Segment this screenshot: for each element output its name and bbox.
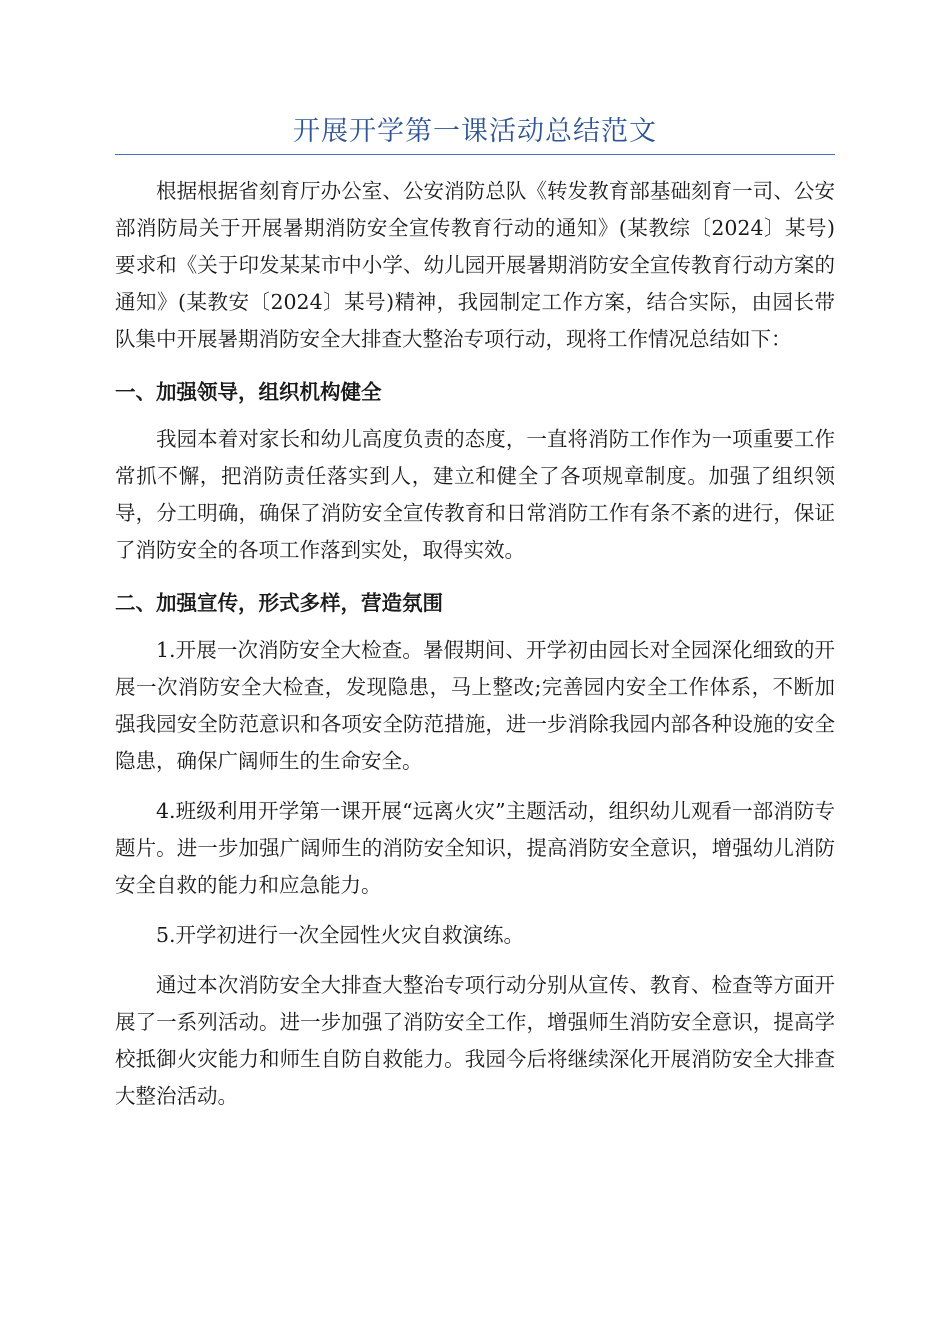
- section-2-item-1: 1.开展一次消防安全大检查。暑假期间、开学初由园长对全园深化细致的开展一次消防安全大检查，发现隐患，马上整改;完善园内安全工作体系，不断加强我园安全防范意识和各项安全防范措施，进一步消除我园内部各种设施的安全隐患，确保广阔师生的生命安全。: [115, 638, 835, 773]
- section-1-paragraph: 我园本着对家长和幼儿高度负责的态度，一直将消防工作作为一项重要工作常抓不懈，把消防责任落实到人，建立和健全了各项规章制度。加强了组织领导，分工明确，确保了消防安全宣传教育和日常消防工作有条不紊的进行，保证了消防安全的各项工作落到实处，取得实效。: [115, 427, 835, 562]
- document-body: [115, 173, 835, 1115]
- section-heading-2: 二、加强宣传，形式多样，营造氛围: [115, 591, 443, 615]
- intro-paragraph: 根据根据省刻育厅办公室、公安消防总队《转发教育部基础刻育一司、公安部消防局关于开展暑期消防安全宣传教育行动的通知》(某教综〔2024〕某号)要求和《关于印发某某市中小学、幼儿园开展暑期消防安全宣传教育行动方案的通知》(某教安〔2024〕某号)精神，我园制定工作方案，结合实际，由园长带队集中开展暑期消防安全大排查大整治专项行动，现将工作情况总结如下：: [115, 179, 835, 351]
- section-2-item-5: 5.开学初进行一次全园性火灾自救演练。: [156, 923, 525, 947]
- page-title: 开展开学第一课活动总结范文: [293, 116, 657, 147]
- section-2-item-4: 4.班级利用开学第一课开展“远离火灾”主题活动，组织幼儿观看一部消防专题片。进一步加强广阔师生的消防安全知识，提高消防安全意识，增强幼儿消防安全自救的能力和应急能力。: [115, 799, 835, 897]
- title-underline: [115, 154, 835, 155]
- conclusion-paragraph: 通过本次消防安全大排查大整治专项行动分别从宣传、教育、检查等方面开展了一系列活动。进一步加强了消防安全工作，增强师生消防安全意识，提高学校抵御火灾能力和师生自防自救能力。我园今后将继续深化开展消防安全大排查大整治活动。: [115, 973, 835, 1108]
- section-heading-1: 一、加强领导，组织机构健全: [115, 380, 382, 404]
